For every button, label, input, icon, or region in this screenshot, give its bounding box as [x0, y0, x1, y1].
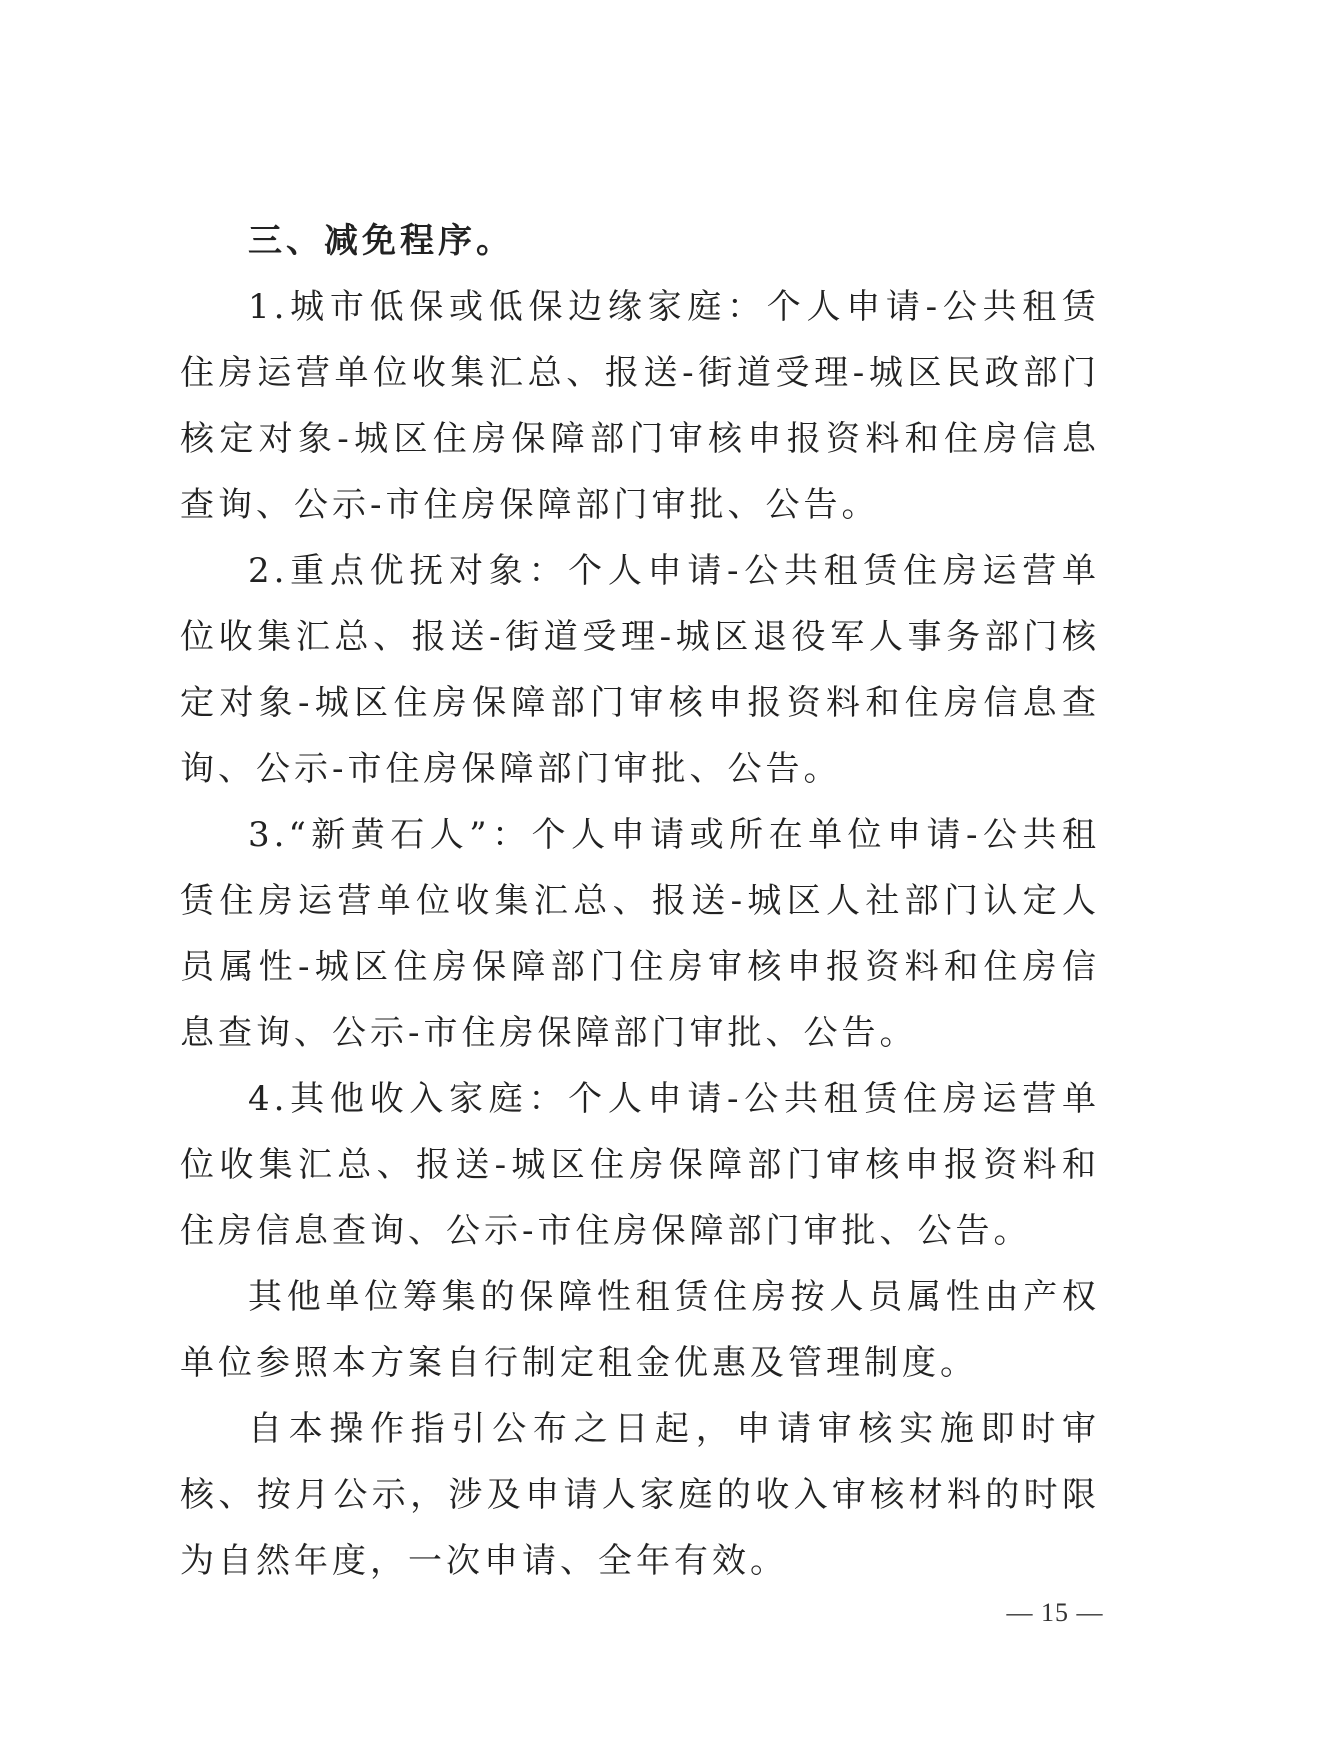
- paragraph-effective-date: 自本操作指引公布之日起，申请审核实施即时审核、按月公示，涉及申请人家庭的收入审核材料的时限为自然年度，一次申请、全年有效。: [180, 1409, 1100, 1581]
- paragraph-item-1: 1.城市低保或低保边缘家庭：个人申请-公共租赁住房运营单位收集汇总、报送-街道受理-城区民政部门核定对象-城区住房保障部门审核申报资料和住房信息查询、公示-市住房保障部门审批、公告。: [180, 287, 1100, 525]
- paragraph-item-3: 3.“新黄石人”：个人申请或所在单位申请-公共租赁住房运营单位收集汇总、报送-城区人社部门认定人员属性-城区住房保障部门住房审核申报资料和住房信息查询、公示-市住房保障部门审批、公告。: [180, 815, 1100, 1053]
- paragraph-other-units: 其他单位筹集的保障性租赁住房按人员属性由产权单位参照本方案自行制定租金优惠及管理制度。: [180, 1277, 1100, 1383]
- page-number: — 15 —: [1006, 1598, 1104, 1627]
- paragraph-item-4: 4.其他收入家庭：个人申请-公共租赁住房运营单位收集汇总、报送-城区住房保障部门审核申报资料和住房信息查询、公示-市住房保障部门审批、公告。: [180, 1079, 1100, 1251]
- paragraph-item-2: 2.重点优抚对象：个人申请-公共租赁住房运营单位收集汇总、报送-街道受理-城区退役军人事务部门核定对象-城区住房保障部门审核申报资料和住房信息查询、公示-市住房保障部门审批、公告。: [180, 551, 1100, 789]
- document-body: [180, 208, 1100, 1594]
- section-heading: 三、减免程序。: [248, 221, 514, 261]
